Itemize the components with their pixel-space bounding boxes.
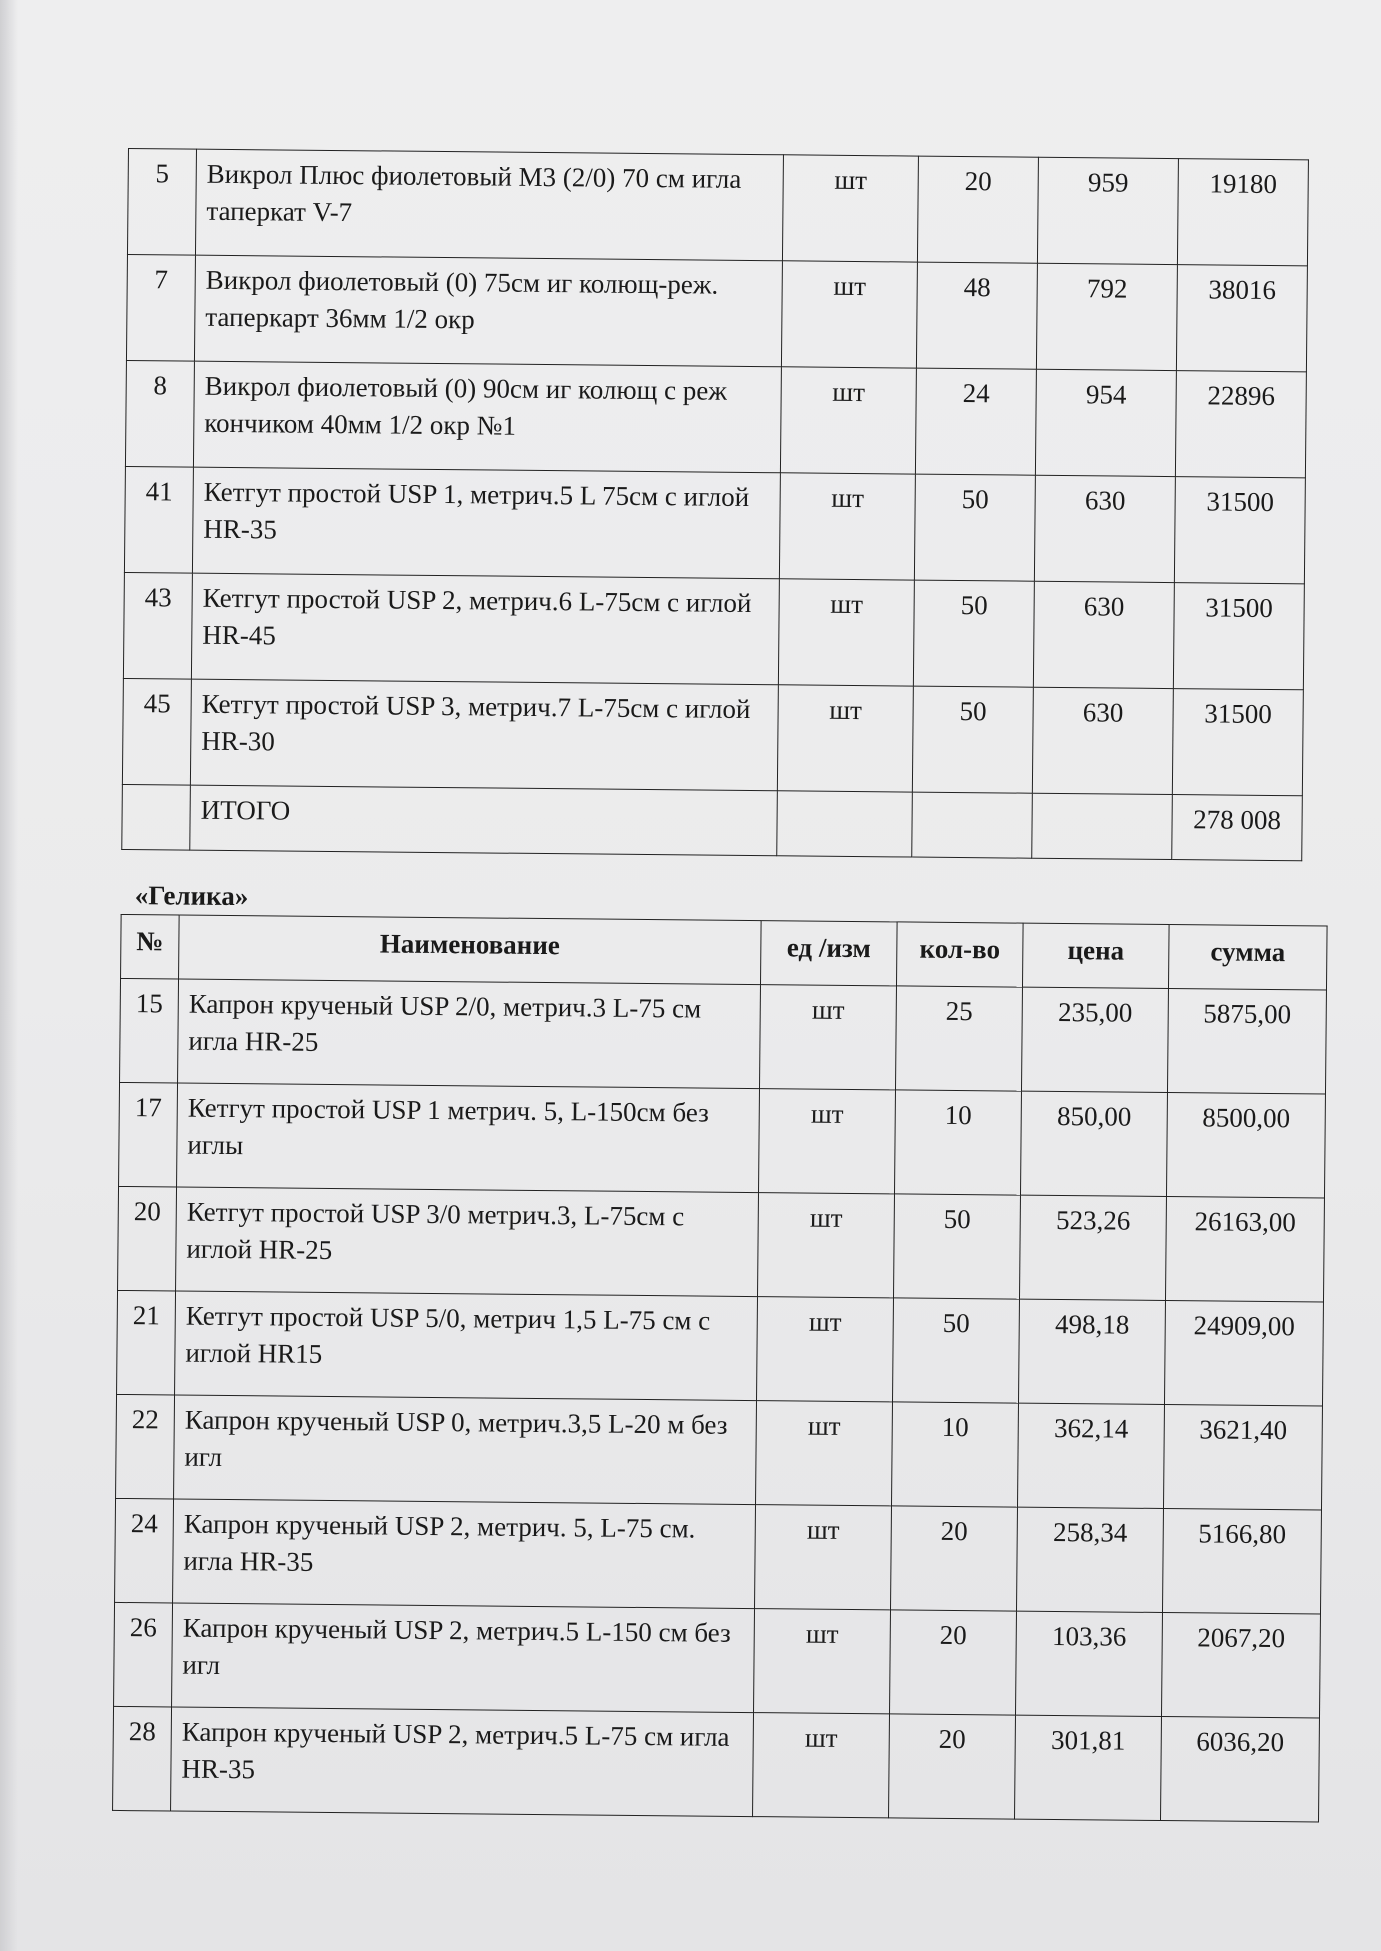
total-value: 278 008 — [1172, 795, 1303, 861]
unit-cell: шт — [758, 1193, 895, 1298]
quantity-cell: 10 — [894, 1090, 1021, 1195]
table-row — [116, 1394, 1323, 1510]
unit-cell: шт — [759, 1089, 896, 1194]
quantity-cell: 20 — [891, 1506, 1018, 1611]
supplier-title: «Гелика» — [134, 880, 249, 912]
table-header-row — [121, 914, 1328, 990]
quantity-cell: 20 — [917, 156, 1038, 263]
item-name: Кетгут простой USP 1, метрич.5 L 75см с иглой HR-35 — [192, 467, 780, 579]
table-row — [113, 1706, 1320, 1822]
table-row — [124, 466, 1305, 583]
item-name: Капрон крученый USP 0, метрич.3,5 L-20 м без игл — [174, 1395, 757, 1505]
row-number: 21 — [117, 1290, 176, 1395]
item-name: Викрол фиолетовый (0) 90см иг колющ с реж кончиком 40мм 1/2 окр №1 — [193, 361, 781, 473]
price-cell: 523,26 — [1019, 1195, 1166, 1300]
price-cell: 301,81 — [1014, 1715, 1161, 1820]
quantity-cell: 48 — [916, 262, 1037, 369]
sum-cell: 22896 — [1175, 371, 1306, 478]
price-cell: 258,34 — [1016, 1507, 1163, 1612]
quantity-cell: 50 — [912, 686, 1033, 793]
quantity-cell: 50 — [892, 1298, 1019, 1403]
price-cell: 954 — [1035, 369, 1176, 476]
row-number: 45 — [122, 678, 191, 785]
unit-cell: шт — [760, 985, 897, 1090]
item-name: Капрон крученый USP 2/0, метрич.3 L-75 см игла HR-25 — [178, 979, 761, 1089]
sum-cell: 2067,20 — [1161, 1612, 1320, 1718]
sum-cell: 31500 — [1173, 583, 1304, 690]
quantity-cell: 20 — [889, 1714, 1016, 1819]
price-cell: 630 — [1032, 687, 1173, 794]
unit-cell: шт — [780, 367, 916, 474]
header-price: цена — [1022, 923, 1169, 988]
row-number: 5 — [127, 149, 196, 256]
item-name: Кетгут простой USP 1 метрич. 5, L-150см без иглы — [177, 1083, 760, 1193]
unit-cell: шт — [778, 579, 914, 686]
sum-cell: 26163,00 — [1165, 1197, 1324, 1303]
table-row — [117, 1290, 1324, 1406]
quantity-cell: 25 — [895, 986, 1022, 1091]
sum-cell: 5166,80 — [1162, 1509, 1321, 1615]
total-row — [122, 784, 1303, 860]
price-cell: 850,00 — [1020, 1091, 1167, 1196]
empty-cell — [912, 792, 1033, 858]
sum-cell: 31500 — [1174, 477, 1305, 584]
price-cell: 630 — [1034, 475, 1175, 582]
quantity-cell: 50 — [913, 580, 1034, 687]
item-name: Викрол фиолетовый (0) 75см иг колющ-реж. таперкарт 36мм 1/2 окр — [194, 255, 782, 367]
row-number: 24 — [115, 1498, 174, 1603]
price-cell: 235,00 — [1021, 987, 1168, 1092]
table-row — [127, 149, 1308, 266]
row-number: 43 — [123, 572, 192, 679]
sum-cell: 6036,20 — [1160, 1716, 1319, 1822]
sum-cell: 31500 — [1172, 689, 1303, 796]
items-table-1 — [121, 148, 1309, 861]
row-number: 26 — [114, 1602, 173, 1707]
empty-cell — [777, 791, 913, 857]
sum-cell: 24909,00 — [1164, 1301, 1323, 1407]
row-number: 41 — [124, 466, 193, 573]
page-shadow — [0, 0, 18, 1951]
table-row — [120, 978, 1327, 1094]
table-row — [119, 1082, 1326, 1198]
unit-cell: шт — [777, 685, 913, 792]
row-number: 22 — [116, 1394, 175, 1499]
item-name: Капрон крученый USP 2, метрич.5 L-150 см без игл — [172, 1603, 755, 1713]
unit-cell: шт — [753, 1713, 890, 1818]
table-row — [118, 1186, 1325, 1302]
quantity-cell: 10 — [892, 1402, 1019, 1507]
row-number: 7 — [126, 254, 195, 361]
item-name: Капрон крученый USP 2, метрич.5 L-75 см игла HR-35 — [171, 1707, 754, 1817]
total-label: ИТОГО — [190, 785, 778, 856]
quantity-cell: 20 — [890, 1610, 1017, 1715]
header-number: № — [121, 914, 180, 979]
header-sum: сумма — [1168, 925, 1327, 991]
item-name: Кетгут простой USP 3/0 метрич.3, L-75см с иглой HR-25 — [176, 1187, 759, 1297]
item-name: Кетгут простой USP 3, метрич.7 L-75см с иглой HR-30 — [190, 679, 778, 791]
price-cell: 792 — [1036, 263, 1177, 370]
item-name: Викрол Плюс фиолетовый М3 (2/0) 70 см игла таперкат V-7 — [195, 149, 783, 261]
sum-cell: 38016 — [1176, 265, 1307, 372]
row-number: 17 — [119, 1082, 178, 1187]
empty-cell — [1032, 793, 1173, 859]
items-table-2 — [112, 914, 1328, 1823]
unit-cell: шт — [756, 1401, 893, 1506]
sum-cell: 3621,40 — [1163, 1405, 1322, 1511]
header-quantity: кол-во — [896, 922, 1023, 987]
header-unit: ед /изм — [760, 921, 897, 986]
table-row — [114, 1602, 1321, 1718]
unit-cell: шт — [782, 155, 918, 262]
price-cell: 103,36 — [1015, 1611, 1162, 1716]
price-cell: 498,18 — [1018, 1299, 1165, 1404]
document — [112, 148, 1328, 1822]
row-number: 8 — [125, 360, 194, 467]
sum-cell: 8500,00 — [1166, 1093, 1325, 1199]
price-cell: 959 — [1037, 157, 1178, 264]
item-name: Капрон крученый USP 2, метрич. 5, L-75 см. игла HR-35 — [173, 1499, 756, 1609]
empty-cell — [122, 784, 191, 850]
quantity-cell: 24 — [915, 368, 1036, 475]
sum-cell: 5875,00 — [1167, 989, 1326, 1095]
price-cell: 630 — [1033, 581, 1174, 688]
unit-cell: шт — [754, 1609, 891, 1714]
table-row — [126, 254, 1307, 371]
table-row — [122, 678, 1303, 795]
row-number: 20 — [118, 1186, 177, 1291]
header-name: Наименование — [179, 915, 762, 985]
sum-cell: 19180 — [1177, 159, 1308, 266]
unit-cell: шт — [757, 1297, 894, 1402]
unit-cell: шт — [755, 1505, 892, 1610]
price-cell: 362,14 — [1017, 1403, 1164, 1508]
row-number: 15 — [120, 978, 179, 1083]
quantity-cell: 50 — [893, 1194, 1020, 1299]
table-row — [123, 572, 1304, 689]
quantity-cell: 50 — [914, 474, 1035, 581]
unit-cell: шт — [781, 261, 917, 368]
unit-cell: шт — [779, 473, 915, 580]
table-row — [125, 360, 1306, 477]
row-number: 28 — [113, 1706, 172, 1811]
item-name: Кетгут простой USP 5/0, метрич 1,5 L-75 см с иглой HR15 — [175, 1291, 758, 1401]
item-name: Кетгут простой USP 2, метрич.6 L-75см с иглой HR-45 — [191, 573, 779, 685]
table-row — [115, 1498, 1322, 1614]
